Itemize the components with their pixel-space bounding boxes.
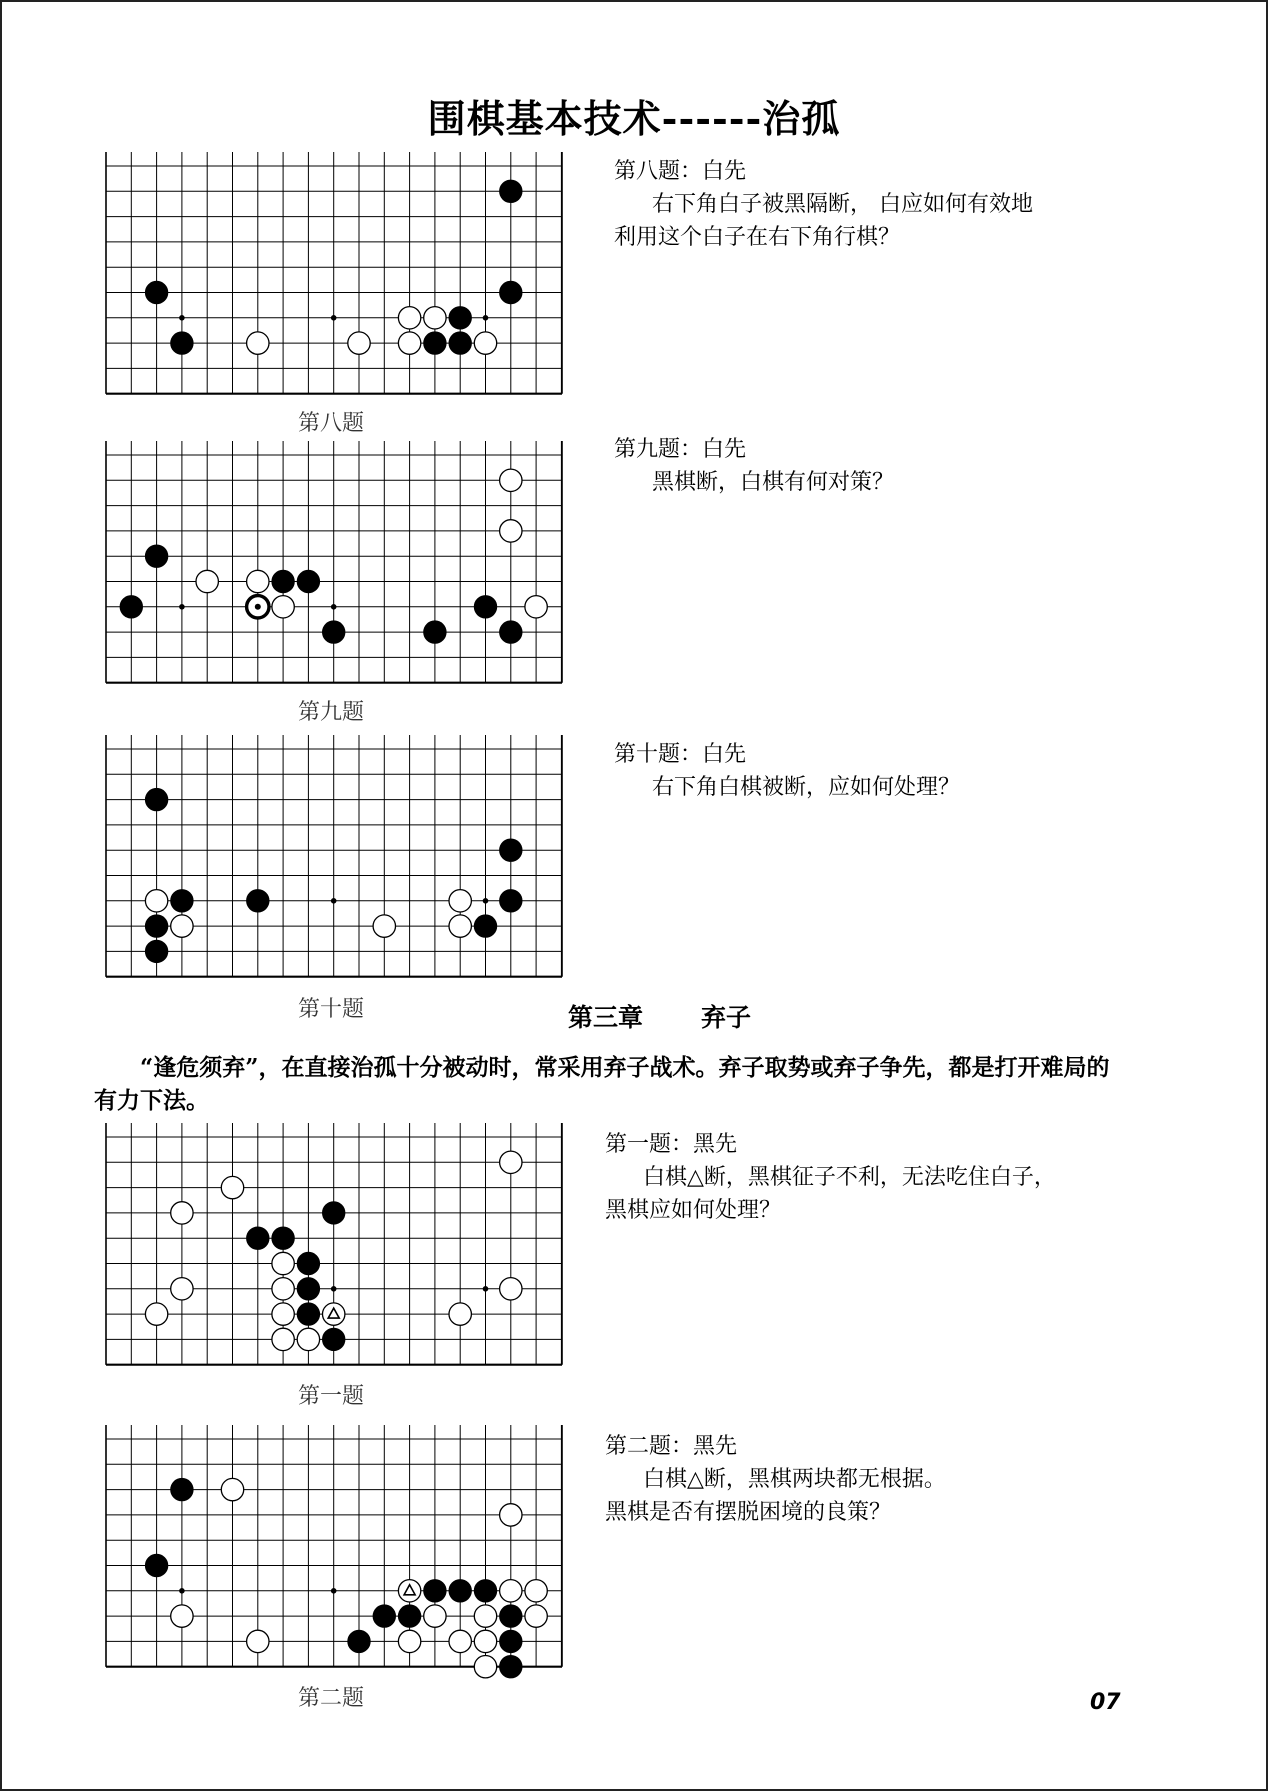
white-stone xyxy=(449,1303,471,1325)
black-stone xyxy=(474,915,496,937)
black-stone xyxy=(373,1605,395,1627)
black-stone xyxy=(424,621,446,643)
black-stone xyxy=(500,890,522,912)
black-stone xyxy=(171,890,193,912)
problem-text-9 xyxy=(614,433,1134,499)
board-caption: 第二题 xyxy=(298,1686,365,1711)
white-stone xyxy=(525,1580,547,1602)
white-stone xyxy=(500,469,522,491)
black-stone xyxy=(247,890,269,912)
white-stone xyxy=(474,332,496,354)
white-stone xyxy=(272,1278,294,1300)
board-grid xyxy=(106,441,562,683)
marked-white-stone xyxy=(323,1303,345,1325)
problem-description: 白棋△断，黑棋两块都无根据。 黑棋是否有摆脱困境的良策？ xyxy=(605,1467,946,1525)
black-stone xyxy=(323,1202,345,1224)
black-stone xyxy=(297,1303,319,1325)
white-stone xyxy=(373,915,395,937)
star-point xyxy=(331,604,337,610)
problem-title: 第一题：黑先 xyxy=(605,1132,738,1157)
white-stone xyxy=(525,596,547,618)
star-point xyxy=(331,1286,337,1292)
chapter-name: 弃子 xyxy=(701,1003,752,1032)
board-grid xyxy=(106,152,562,394)
white-stone xyxy=(247,570,269,592)
black-stone xyxy=(145,915,167,937)
black-stone xyxy=(297,570,319,592)
black-stone xyxy=(297,1252,319,1274)
black-stone xyxy=(500,180,522,202)
black-stone xyxy=(424,1580,446,1602)
white-stone xyxy=(474,1656,496,1678)
board-caption: 第十题 xyxy=(298,997,365,1022)
black-stone xyxy=(323,1328,345,1350)
star-point xyxy=(331,1588,337,1594)
black-stone xyxy=(424,332,446,354)
white-stone xyxy=(221,1478,243,1500)
white-stone xyxy=(474,1630,496,1652)
go-board-problem-9 xyxy=(106,441,562,685)
white-stone xyxy=(221,1176,243,1198)
black-stone xyxy=(272,1227,294,1249)
board-grid xyxy=(106,1425,562,1667)
black-stone xyxy=(500,1630,522,1652)
black-stone xyxy=(145,545,167,567)
go-board-problem-8 xyxy=(106,152,562,396)
white-stone xyxy=(398,1630,420,1652)
white-stone xyxy=(145,890,167,912)
black-stone xyxy=(171,332,193,354)
black-stone xyxy=(297,1278,319,1300)
white-stone xyxy=(247,332,269,354)
black-stone xyxy=(323,621,345,643)
star-point xyxy=(483,1286,489,1292)
black-stone xyxy=(171,1478,193,1500)
white-stone xyxy=(297,1328,319,1350)
white-stone xyxy=(272,596,294,618)
black-stone xyxy=(145,281,167,303)
white-stone xyxy=(525,1605,547,1627)
white-stone xyxy=(449,915,471,937)
board-caption: 第一题 xyxy=(298,1384,365,1409)
white-stone xyxy=(272,1252,294,1274)
white-stone xyxy=(145,1303,167,1325)
problem-description: 右下角白子被黑隔断， 白应如何有效地 利用这个白子在右下角行棋？ xyxy=(614,192,1033,250)
board-caption: 第八题 xyxy=(298,411,365,436)
white-stone xyxy=(500,1580,522,1602)
star-point xyxy=(483,315,489,321)
go-board-problem-1 xyxy=(106,1123,562,1367)
star-point xyxy=(483,898,489,904)
white-stone xyxy=(474,1605,496,1627)
problem-description: 右下角白棋被断，应如何处理？ xyxy=(652,775,961,800)
star-point xyxy=(331,898,337,904)
white-stone xyxy=(424,307,446,329)
black-stone xyxy=(500,281,522,303)
star-point xyxy=(179,1588,185,1594)
center-dot-mark xyxy=(255,604,261,610)
black-stone xyxy=(398,1605,420,1627)
black-stone xyxy=(120,596,142,618)
black-stone xyxy=(272,570,294,592)
black-stone xyxy=(247,1227,269,1249)
board-caption: 第九题 xyxy=(298,700,365,725)
white-stone xyxy=(449,1630,471,1652)
white-stone xyxy=(449,890,471,912)
white-stone xyxy=(272,1328,294,1350)
page-number: 07 xyxy=(1090,1690,1121,1715)
board-grid xyxy=(106,735,562,977)
white-stone xyxy=(398,307,420,329)
problem-title: 第二题：黑先 xyxy=(605,1434,738,1459)
black-stone xyxy=(500,621,522,643)
go-board-problem-2 xyxy=(106,1425,562,1669)
white-stone xyxy=(500,1504,522,1526)
white-stone xyxy=(398,332,420,354)
white-stone xyxy=(424,1605,446,1627)
white-stone xyxy=(171,1202,193,1224)
problem-title: 第十题：白先 xyxy=(614,742,747,767)
problem-description: 白棋△断，黑棋征子不利，无法吃住白子， 黑棋应如何处理？ xyxy=(605,1165,1056,1223)
problem-description: 黑棋断，白棋有何对策？ xyxy=(652,470,895,495)
black-stone xyxy=(474,1580,496,1602)
white-stone xyxy=(171,1278,193,1300)
page-title: 围棋基本技术------治孤 xyxy=(427,96,841,141)
black-stone xyxy=(145,940,167,962)
black-stone xyxy=(145,788,167,810)
chapter-heading xyxy=(568,998,751,1034)
black-stone xyxy=(500,839,522,861)
black-stone xyxy=(348,1630,370,1652)
black-stone xyxy=(145,1554,167,1576)
white-stone xyxy=(500,1278,522,1300)
black-stone xyxy=(500,1656,522,1678)
white-stone xyxy=(171,915,193,937)
problem-title: 第九题：白先 xyxy=(614,437,747,462)
black-stone xyxy=(500,1605,522,1627)
go-board-problem-10 xyxy=(106,735,562,979)
black-stone xyxy=(449,1580,471,1602)
white-stone xyxy=(348,332,370,354)
black-stone xyxy=(449,307,471,329)
white-stone xyxy=(171,1605,193,1627)
white-stone xyxy=(500,1151,522,1173)
problem-text-2 xyxy=(605,1430,1125,1529)
marked-white-stone xyxy=(398,1580,420,1602)
black-stone xyxy=(474,596,496,618)
problem-text-8 xyxy=(614,155,1134,254)
problem-title: 第八题：白先 xyxy=(614,159,747,184)
star-point xyxy=(179,604,185,610)
chapter-label: 第三章 xyxy=(568,1003,644,1032)
problem-text-10 xyxy=(614,738,1134,804)
star-point xyxy=(331,315,337,321)
star-point xyxy=(179,315,185,321)
white-stone xyxy=(196,570,218,592)
problem-text-1 xyxy=(605,1128,1125,1227)
chapter-intro: “逢危须弃”，在直接治孤十分被动时，常采用弃子战术。弃子取势或弃子争先，都是打开难局的有力下法。 xyxy=(94,1054,1110,1114)
white-stone xyxy=(272,1303,294,1325)
white-stone xyxy=(247,1630,269,1652)
black-stone xyxy=(449,332,471,354)
white-stone xyxy=(500,520,522,542)
